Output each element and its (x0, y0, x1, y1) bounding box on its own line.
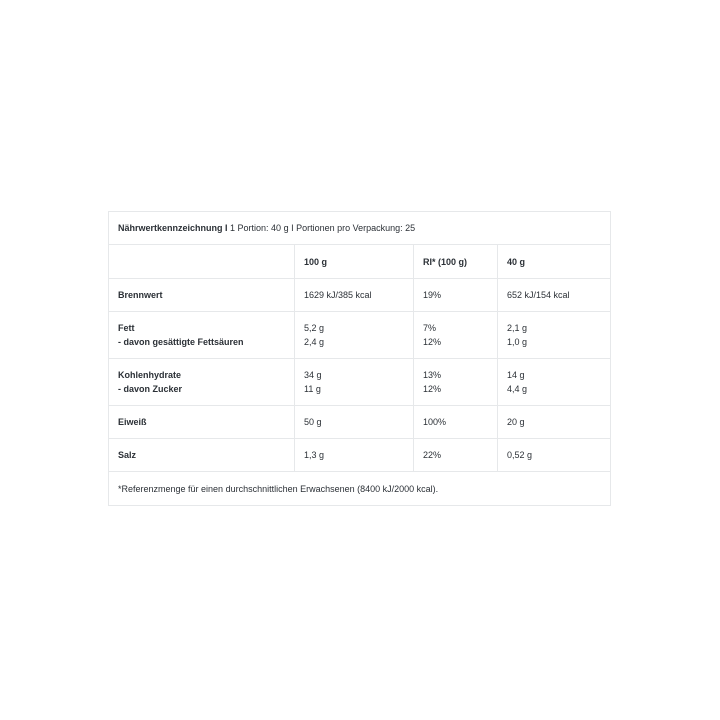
value-per-portion: 14 g 4,4 g (498, 359, 611, 406)
table-footnote: *Referenzmenge für einen durchschnittlichen Erwachsenen (8400 kJ/2000 kcal). (109, 472, 611, 506)
header-cell-per-100g: 100 g (295, 245, 414, 279)
value-ri: 7% 12% (414, 312, 498, 359)
value-per-portion: 2,1 g 1,0 g (498, 312, 611, 359)
value-ri: 19% (414, 279, 498, 312)
value-per-portion: 0,52 g (498, 439, 611, 472)
table-footnote-row (109, 472, 611, 506)
value-per-100g: 50 g (295, 406, 414, 439)
table-row-fett (109, 312, 611, 359)
nutrient-label: Kohlenhydrate - davon Zucker (109, 359, 295, 406)
table-header-row (109, 245, 611, 279)
value-ri: 13% 12% (414, 359, 498, 406)
caption-details: 1 Portion: 40 g I Portionen pro Verpackung: 25 (227, 223, 416, 233)
header-cell-per-portion: 40 g (498, 245, 611, 279)
nutrition-table (108, 211, 611, 506)
table-caption (109, 212, 611, 245)
caption-title: Nährwertkennzeichnung I (118, 223, 228, 233)
nutrient-label: Eiweiß (109, 406, 295, 439)
nutrient-label: Fett - davon gesättigte Fettsäuren (109, 312, 295, 359)
value-per-portion: 652 kJ/154 kcal (498, 279, 611, 312)
value-per-100g: 5,2 g 2,4 g (295, 312, 414, 359)
value-per-100g: 34 g 11 g (295, 359, 414, 406)
value-per-100g: 1,3 g (295, 439, 414, 472)
value-per-portion: 20 g (498, 406, 611, 439)
value-ri: 100% (414, 406, 498, 439)
table-row-brennwert (109, 279, 611, 312)
table-row-kohlenhydrate (109, 359, 611, 406)
value-per-100g: 1629 kJ/385 kcal (295, 279, 414, 312)
header-cell-ri: RI* (100 g) (414, 245, 498, 279)
nutrient-label: Salz (109, 439, 295, 472)
table-row-salz (109, 439, 611, 472)
header-cell-nutrient (109, 245, 295, 279)
table-caption-row (109, 212, 611, 245)
table-row-eiweiss (109, 406, 611, 439)
nutrient-label: Brennwert (109, 279, 295, 312)
value-ri: 22% (414, 439, 498, 472)
